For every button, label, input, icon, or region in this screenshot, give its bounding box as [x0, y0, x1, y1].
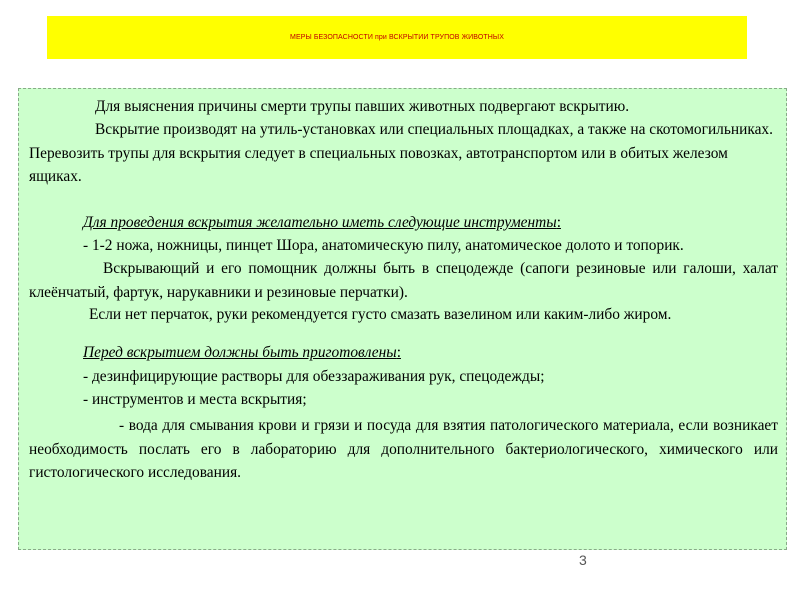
- slide-title: МЕРЫ БЕЗОПАСНОСТИ при ВСКРЫТИИ ТРУПОВ ЖИВОТНЫХ: [290, 34, 504, 41]
- prep-heading: [29, 341, 778, 364]
- paragraph-autopsy-purpose: Для выяснения причины смерти трупы павших животных подвергают вскрытию.: [95, 98, 630, 115]
- prep-heading-text: Перед вскрытием должны быть приготовлены: [83, 344, 397, 362]
- prep-item-water: - вода для смывания крови и грязи и посуда для взятия патологического материала, если возникает необходимость послать его в лабораторию для дополнительного бактериологического, химического или гистологического исследования.: [29, 417, 778, 482]
- tools-list: - 1-2 ножа, ножницы, пинцет Шора, анатомическую пилу, анатомическое долото и топорик.: [83, 237, 684, 255]
- title-banner: [47, 16, 747, 59]
- content-box: [18, 88, 787, 550]
- page-number: 3: [579, 552, 587, 568]
- tools-heading: [29, 211, 778, 234]
- tools-heading-text: Для проведения вскрытия желательно иметь следующие инструменты: [83, 213, 557, 231]
- paragraph-autopsy-location: Вскрытие производят на утиль-установках или специальных площадках, а также на скотомогильниках. Перевозить трупы для вскрытия следует в специальных повозках, автотранспортом или в обитых железом ящиках.: [29, 121, 773, 186]
- tools-heading-colon: :: [556, 213, 561, 231]
- prep-heading-colon: :: [396, 344, 401, 362]
- no-gloves-note: Если нет перчаток, руки рекомендуется густо смазать вазелином или каким-либо жиром.: [89, 306, 672, 324]
- prep-item-instruments: - инструментов и места вскрытия;: [83, 391, 307, 409]
- worker-clothing: Вскрывающий и его помощник должны быть в спецодежде (сапоги резиновые или галоши, халат клеёнчатый, фартук, нарукавники и резиновые перчатки).: [29, 260, 778, 301]
- prep-item-disinfectants: - дезинфицирующие растворы для обеззараживания рук, спецодежды;: [83, 367, 545, 385]
